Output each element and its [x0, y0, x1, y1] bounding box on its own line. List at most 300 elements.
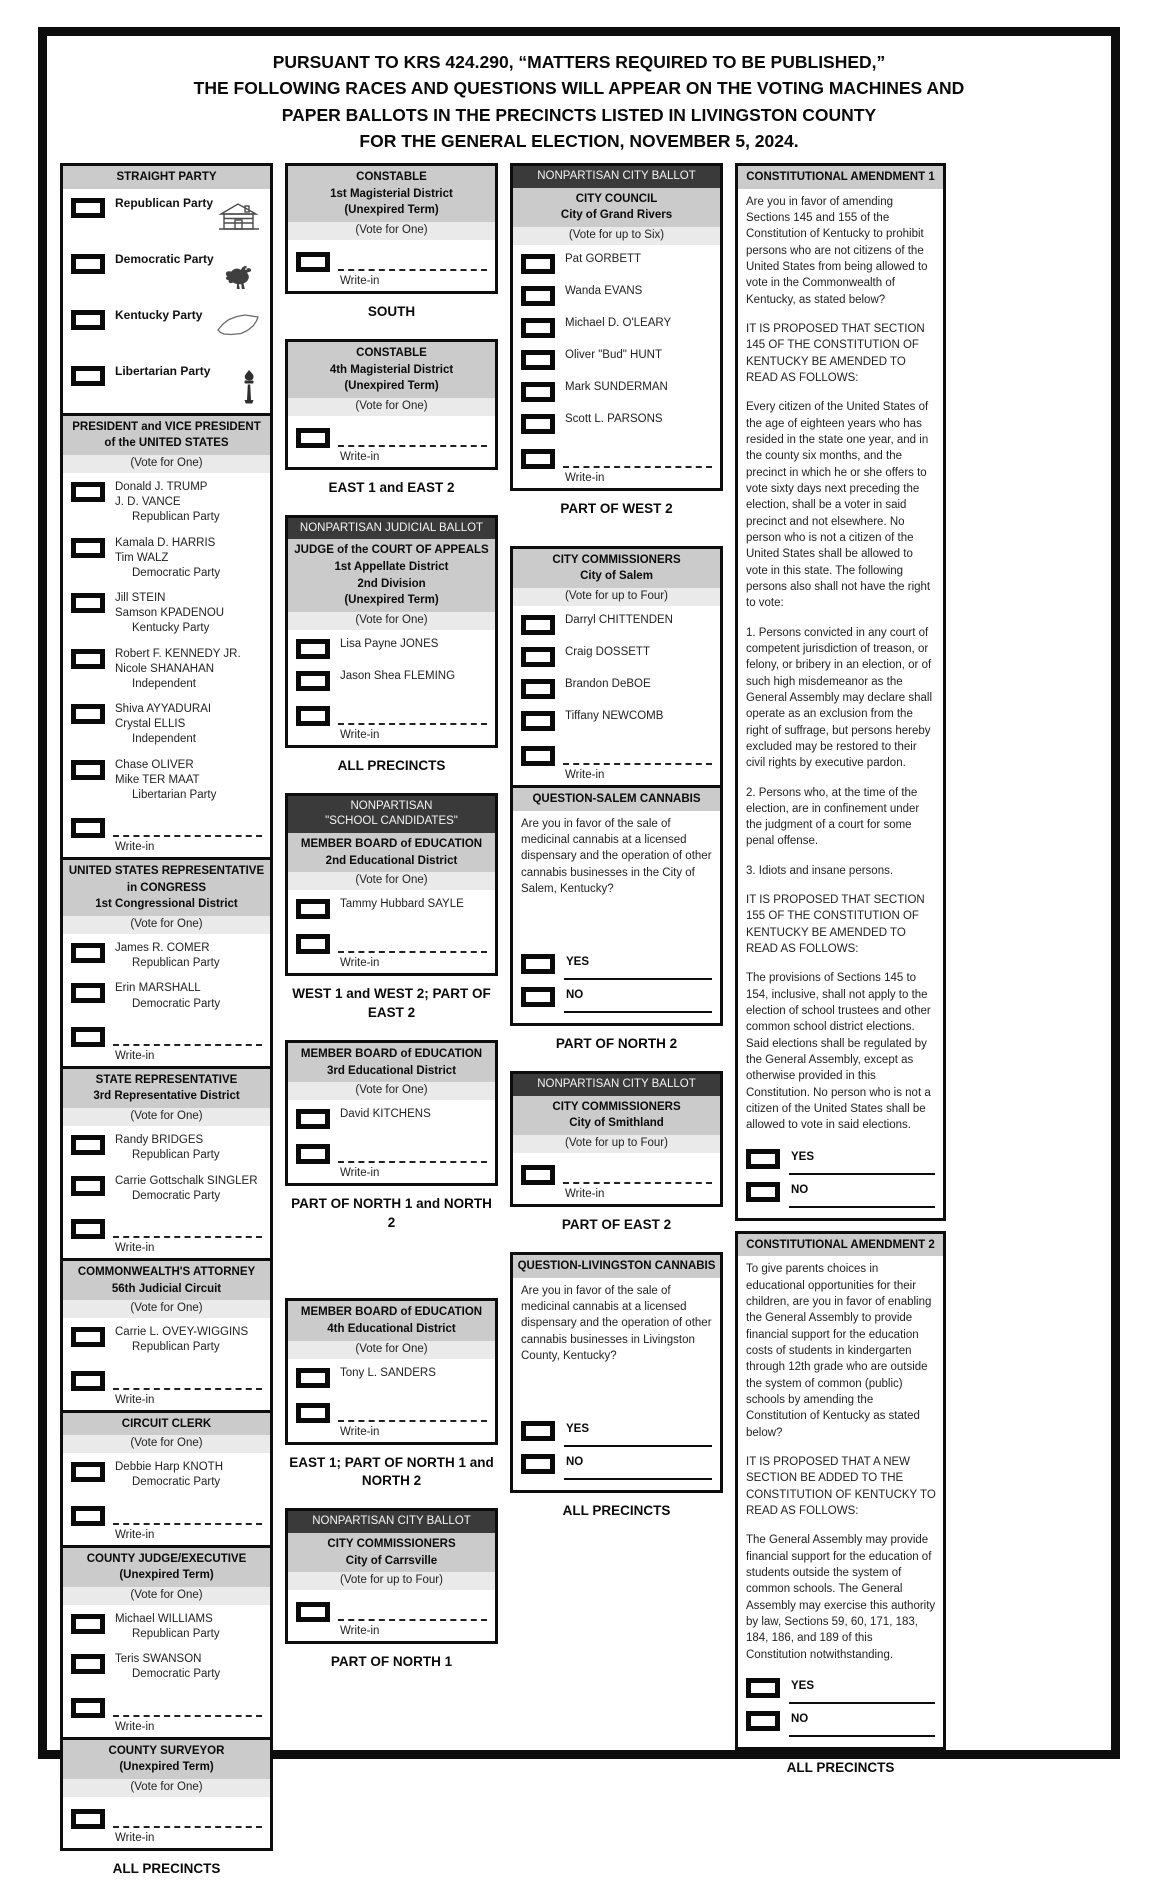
candidate-name-line: Libertarian Party: [115, 363, 211, 378]
section-title-line: PRESIDENT and VICE PRESIDENT: [72, 420, 261, 433]
ballot-checkbox[interactable]: [521, 254, 555, 274]
candidate-row: [63, 529, 270, 585]
ballot-checkbox[interactable]: [296, 428, 330, 448]
write-in-label: Write-in: [340, 729, 380, 742]
section-title: [288, 1533, 495, 1572]
candidate-row: [63, 301, 270, 357]
section-title-line: MEMBER BOARD of EDUCATION: [300, 1306, 483, 1319]
question-text: [513, 811, 720, 948]
ballot-checkbox[interactable]: [296, 1403, 330, 1423]
ballot-section: [513, 1074, 720, 1204]
ballot-checkbox[interactable]: [521, 711, 555, 731]
column-2-block-7: [285, 1508, 498, 1687]
candidate-name-line: Craig DOSSETT: [565, 646, 650, 659]
no-label: NO: [564, 987, 712, 1013]
candidate-name-line: J. D. VANCE: [115, 496, 181, 509]
ballot-checkbox[interactable]: [521, 746, 555, 766]
question-text: [738, 189, 943, 1142]
candidate-name: [565, 677, 651, 692]
no-option-row: [738, 1704, 943, 1737]
question-paragraph: Are you in favor of the sale of medicinal cannabis at a licensed dispensary and the operation of other cannabis businesses in the City of Salem, Kentucky?: [521, 817, 712, 896]
write-in-label: Write-in: [565, 1188, 605, 1201]
ballot-checkbox[interactable]: [296, 1602, 330, 1622]
precinct-footer: ALL PRECINCTS: [112, 1860, 221, 1876]
candidate-name-line: Lisa Payne JONES: [340, 638, 439, 651]
write-in-row: [71, 1371, 262, 1391]
column-1: [60, 163, 273, 1896]
write-in-label: Write-in: [115, 1049, 155, 1062]
ballot-checkbox[interactable]: [296, 1109, 330, 1129]
ballot-checkbox[interactable]: [296, 252, 330, 272]
vote-instruction: (Vote for One): [288, 1082, 495, 1100]
write-in-line[interactable]: [563, 1182, 712, 1184]
column-2-block-4: [285, 793, 498, 1038]
ballot-checkbox[interactable]: [746, 1182, 780, 1202]
candidate-name-line: Robert F. KENNEDY JR.: [115, 647, 241, 660]
ballot-checkbox[interactable]: [71, 1135, 105, 1155]
candidate-name-line: Brandon DeBOE: [565, 678, 651, 691]
section-title-line: City of Salem: [580, 570, 653, 583]
ballot-checkbox[interactable]: [71, 1371, 105, 1391]
candidate-row: [513, 405, 720, 437]
vote-instruction: (Vote for One): [288, 872, 495, 890]
yes-label: YES: [564, 954, 712, 980]
ballot-checkbox[interactable]: [746, 1711, 780, 1731]
candidate-party: Democratic Party: [132, 566, 221, 579]
question-paragraph: 1. Persons convicted in any court of competent jurisdiction of treason, or felony, or bribery in an election, or of such high misdemeanor as the General Assembly may declare shall operate as an exclusion from the right of suffrage, but persons hereby excluded may be restored to their civil rights by executive pardon.: [746, 626, 932, 770]
write-in-line[interactable]: [338, 269, 487, 271]
section-title-line: (Unexpired Term): [344, 594, 439, 607]
write-in-label: Write-in: [565, 769, 605, 782]
write-in-line[interactable]: [113, 1044, 262, 1046]
candidate-name: [115, 1325, 248, 1355]
yes-option-row: [738, 1671, 943, 1704]
ballot-checkbox[interactable]: [746, 1149, 780, 1169]
candidate-row: [63, 189, 270, 245]
ballot-checkbox[interactable]: [71, 198, 105, 218]
ballot-checkbox[interactable]: [296, 671, 330, 691]
ballot-checkbox[interactable]: [71, 818, 105, 838]
section-title-line: COUNTY SURVEYOR: [108, 1744, 225, 1757]
write-in-label: Write-in: [340, 275, 380, 288]
ballot-checkbox[interactable]: [71, 254, 105, 274]
write-in-row: [71, 818, 262, 838]
write-in-row: [521, 746, 712, 766]
column-3-block-1: [510, 163, 723, 534]
column-3-block-3: [510, 1071, 723, 1250]
write-in-line[interactable]: [338, 723, 487, 725]
ballot-checkbox[interactable]: [521, 318, 555, 338]
write-in-line[interactable]: [338, 1161, 487, 1163]
question-text: [738, 1256, 943, 1671]
yes-label: YES: [564, 1421, 712, 1447]
ballot-checkbox[interactable]: [296, 1368, 330, 1388]
write-in-line[interactable]: [113, 1523, 262, 1525]
candidate-name: [115, 1460, 223, 1490]
ballot-section: [513, 166, 720, 488]
candidate-party: Democratic Party: [132, 1189, 221, 1202]
section-title-line: COMMONWEALTH'S ATTORNEY: [77, 1265, 256, 1278]
write-in-line[interactable]: [113, 835, 262, 837]
ballot-checkbox[interactable]: [71, 1506, 105, 1526]
ballot-checkbox[interactable]: [71, 593, 105, 613]
ballot-checkbox[interactable]: [71, 704, 105, 724]
candidate-name: [115, 1174, 258, 1204]
ballot-section: [63, 1545, 270, 1737]
candidate-row: [63, 245, 270, 301]
section-title-line: 56th Judicial Circuit: [111, 1282, 222, 1295]
ballot-section: [513, 785, 720, 1013]
write-in-row: [71, 1027, 262, 1047]
precinct-footer: EAST 1 and EAST 2: [328, 479, 455, 495]
ballot-checkbox[interactable]: [71, 1462, 105, 1482]
section-title-line: (Unexpired Term): [119, 1569, 214, 1582]
ballot-checkbox[interactable]: [71, 649, 105, 669]
ballot-checkbox[interactable]: [521, 286, 555, 306]
candidate-row: [63, 695, 270, 751]
write-in-area: [288, 240, 495, 291]
candidate-name: [340, 1107, 431, 1122]
candidate-name-line: Scott L. PARSONS: [565, 412, 663, 425]
candidate-party: Independent: [132, 733, 196, 746]
candidate-row: [63, 934, 270, 974]
ballot-checkbox[interactable]: [71, 1327, 105, 1347]
ballot-section: [513, 1255, 720, 1480]
ballot-checkbox[interactable]: [521, 987, 555, 1007]
ballot-checkbox[interactable]: [71, 1654, 105, 1674]
candidate-name-line: Donald J. TRUMP: [115, 481, 208, 494]
section-title: [63, 1069, 270, 1108]
ballot-box: [510, 163, 723, 491]
section-title: [288, 1043, 495, 1082]
candidate-row: [513, 670, 720, 702]
candidate-name-line: Erin MARSHALL: [115, 982, 201, 995]
candidate-party: Republican Party: [132, 1628, 220, 1641]
question-paragraph: Every citizen of the United States of the age of eighteen years who has resided in the state one year, and in the county six months, and the precinct in which he or she offers to vote sixty days next preceding the election, shall be a voter in said precinct and not elsewhere. No person who is not a citizen of the United States shall be allowed to vote in this state. The following persons also shall not have the right to vote:: [746, 401, 931, 610]
section-title: [513, 1096, 720, 1135]
write-in-area: [63, 1686, 270, 1737]
section-title: [63, 166, 270, 189]
ballot-checkbox[interactable]: [521, 1165, 555, 1185]
notice-header: [47, 36, 1111, 154]
ballot-checkbox[interactable]: [71, 1219, 105, 1239]
section-title-line: (Unexpired Term): [344, 380, 439, 393]
ballot-checkbox[interactable]: [71, 1027, 105, 1047]
candidate-party: Libertarian Party: [132, 788, 217, 801]
section-title-line: City of Smithland: [569, 1117, 664, 1130]
write-in-line[interactable]: [113, 1826, 262, 1828]
candidate-name-line: David KITCHENS: [340, 1108, 431, 1121]
section-title: [513, 1255, 720, 1278]
candidate-row: [63, 1167, 270, 1207]
ballot-checkbox[interactable]: [296, 1144, 330, 1164]
vote-instruction: (Vote for up to Four): [513, 588, 720, 606]
section-title-line: STRAIGHT PARTY: [116, 171, 217, 183]
ballot-checkbox[interactable]: [71, 366, 105, 386]
ballot-checkbox[interactable]: [296, 639, 330, 659]
ballot-checkbox[interactable]: [71, 1176, 105, 1196]
ballot-box: [735, 1231, 946, 1750]
column-2-block-6: [285, 1298, 498, 1506]
candidate-name: [340, 1366, 436, 1381]
kentucky-state-icon: [216, 313, 260, 344]
section-title-line: CITY COMMISSIONERS: [552, 1100, 681, 1113]
vote-instruction: (Vote for up to Four): [513, 1135, 720, 1153]
candidate-name: [115, 252, 222, 268]
ballot-checkbox[interactable]: [521, 1421, 555, 1441]
candidate-name: [115, 480, 220, 526]
section-title-line: City of Carrsville: [345, 1554, 438, 1567]
ballot-checkbox[interactable]: [521, 449, 555, 469]
write-in-area: [288, 694, 495, 745]
candidate-row: [63, 1645, 270, 1685]
section-title-line: 2nd Division: [357, 577, 426, 590]
column-1-block-1: [60, 163, 273, 1894]
candidate-name: [115, 758, 216, 804]
ballot-checkbox[interactable]: [746, 1678, 780, 1698]
write-in-label: Write-in: [115, 1831, 155, 1844]
ballot-section: [288, 166, 495, 291]
ballot-type-header: [288, 1511, 495, 1533]
ballot-checkbox[interactable]: [296, 934, 330, 954]
write-in-area: [63, 1494, 270, 1545]
write-in-label: Write-in: [340, 450, 380, 463]
ballot-checkbox[interactable]: [521, 679, 555, 699]
ballot-checkbox[interactable]: [71, 943, 105, 963]
precinct-footer: PART OF NORTH 1: [330, 1654, 453, 1670]
question-paragraph: The General Assembly may provide financial support for the education of students outside the system of common schools. The General Assembly may exercise this authority by law, Sections 59, 60, 171, 183, 184, 186, and 189 of this Constitution notwithstanding.: [746, 1534, 936, 1661]
ballot-checkbox[interactable]: [521, 382, 555, 402]
section-title-line: CITY COMMISSIONERS: [552, 553, 681, 566]
ballot-box: [60, 163, 273, 1851]
write-in-area: [63, 1015, 270, 1066]
no-option-row: [513, 980, 720, 1013]
section-title-line: CITY COUNCIL: [575, 192, 658, 205]
ballot-section: [288, 796, 495, 973]
write-in-area: [63, 1797, 270, 1848]
ballot-section: [63, 1066, 270, 1258]
section-title-line: CONSTITUTIONAL AMENDMENT 1: [746, 171, 935, 183]
write-in-row: [296, 1144, 487, 1164]
ballot-checkbox[interactable]: [71, 482, 105, 502]
vote-instruction: (Vote for One): [63, 1435, 270, 1453]
yes-option-row: [513, 947, 720, 980]
write-in-label: Write-in: [115, 1720, 155, 1733]
section-title: [288, 833, 495, 872]
section-title-line: JUDGE of the COURT OF APPEALS: [294, 544, 489, 557]
ballot-checkbox[interactable]: [71, 983, 105, 1003]
ballot-checkbox[interactable]: [71, 760, 105, 780]
candidate-name: [565, 613, 673, 628]
candidate-row: [63, 1126, 270, 1166]
ballot-section: [63, 166, 270, 413]
ballot-section: [288, 1043, 495, 1183]
section-title-line: City of Grand Rivers: [560, 209, 673, 222]
write-in-line[interactable]: [563, 763, 712, 765]
candidate-party: Independent: [132, 677, 196, 690]
ballot-box: [510, 1071, 723, 1207]
candidate-name: [115, 364, 238, 380]
question-paragraph: Are you in favor of the sale of medicinal cannabis at a licensed dispensary and the operation of other cannabis businesses in Livingston County, Kentucky?: [521, 1284, 712, 1363]
write-in-row: [521, 449, 712, 469]
ballot-box: [510, 546, 723, 1027]
section-title: [288, 342, 495, 398]
ballot-box: [285, 163, 498, 294]
ballot-checkbox[interactable]: [521, 615, 555, 635]
precinct-footer: WEST 1 and WEST 2; PART OF EAST 2: [292, 986, 491, 1021]
question-paragraph: 3. Idiots and insane persons.: [746, 864, 894, 877]
section-title-line: 3rd Representative District: [93, 1090, 240, 1103]
write-in-line[interactable]: [563, 466, 712, 468]
write-in-line[interactable]: [338, 1619, 487, 1621]
write-in-row: [71, 1219, 262, 1239]
ballot-checkbox[interactable]: [521, 350, 555, 370]
section-title-line: 4th Educational District: [327, 1322, 456, 1335]
candidate-party: Republican Party: [132, 511, 220, 524]
candidate-row: [288, 630, 495, 662]
ballot-checkbox[interactable]: [71, 1698, 105, 1718]
ballot-checkbox[interactable]: [521, 954, 555, 974]
column-2-block-5: [285, 1040, 498, 1248]
section-title-line: STATE REPRESENTATIVE: [95, 1073, 238, 1086]
ballot-section: [738, 1234, 943, 1737]
question-text: [513, 1278, 720, 1415]
vote-instruction: (Vote for One): [288, 398, 495, 416]
ballot-columns: [47, 163, 1111, 1896]
ballot-box: [735, 163, 946, 1221]
notice-sheet: [38, 27, 1120, 1876]
section-title: [513, 549, 720, 588]
vote-instruction: (Vote for One): [63, 1779, 270, 1797]
candidate-name: [565, 284, 642, 299]
write-in-line[interactable]: [338, 951, 487, 953]
candidate-name: [340, 669, 455, 684]
precinct-footer: PART OF WEST 2: [560, 500, 673, 516]
candidate-name-line: Democratic Party: [115, 251, 214, 266]
write-in-row: [296, 1602, 487, 1622]
write-in-area: [288, 1132, 495, 1183]
ballot-section: [513, 549, 720, 785]
candidate-name-line: Darryl CHITTENDEN: [565, 614, 673, 627]
ballot-checkbox[interactable]: [71, 1614, 105, 1634]
write-in-row: [521, 1165, 712, 1185]
section-title: [738, 1234, 943, 1257]
candidate-row: [63, 640, 270, 696]
candidate-name-line: Jason Shea FLEMING: [340, 670, 456, 683]
section-title-line: 1st Congressional District: [95, 898, 238, 911]
ballot-type-header-line: NONPARTISAN CITY BALLOT: [537, 1078, 696, 1091]
ballot-checkbox[interactable]: [521, 647, 555, 667]
section-title-line: CONSTABLE: [356, 171, 427, 183]
yes-option-row: [513, 1414, 720, 1447]
section-title-line: COUNTY JUDGE/EXECUTIVE: [86, 1552, 247, 1565]
candidate-party: Republican Party: [132, 1341, 220, 1354]
candidate-name-line: James R. COMER: [115, 942, 210, 955]
ballot-checkbox[interactable]: [71, 1809, 105, 1829]
notice-header-line: FOR THE GENERAL ELECTION, NOVEMBER 5, 2024.: [359, 130, 799, 151]
write-in-label: Write-in: [340, 1625, 380, 1638]
candidate-name-line: Tammy Hubbard SAYLE: [340, 898, 464, 911]
ballot-type-header: [513, 166, 720, 188]
section-title-line: QUESTION-LIVINGSTON CANNABIS: [517, 1260, 716, 1273]
candidate-name: [565, 252, 641, 267]
write-in-line[interactable]: [113, 1388, 262, 1390]
ballot-box: [285, 793, 498, 976]
candidate-name-line: Pat GORBETT: [565, 252, 642, 265]
write-in-line[interactable]: [113, 1236, 262, 1238]
vote-instruction: (Vote for One): [63, 1108, 270, 1126]
vote-instruction: (Vote for One): [288, 222, 495, 240]
liberty-torch-icon: [238, 369, 260, 410]
write-in-row: [296, 934, 487, 954]
write-in-row: [296, 706, 487, 726]
column-4: [735, 163, 946, 1795]
vote-instruction: (Vote for One): [63, 1300, 270, 1318]
no-label: NO: [564, 1454, 712, 1480]
write-in-area: [513, 1153, 720, 1204]
candidate-party: Republican Party: [132, 957, 220, 970]
precinct-footer: ALL PRECINCTS: [786, 1759, 895, 1775]
ballot-checkbox[interactable]: [71, 310, 105, 330]
vote-instruction: (Vote for One): [288, 612, 495, 630]
column-4-block-2: [735, 1231, 946, 1793]
yes-option-row: [738, 1142, 943, 1175]
candidate-name-line: Kentucky Party: [115, 307, 203, 322]
write-in-line[interactable]: [338, 1420, 487, 1422]
candidate-name-line: Tim WALZ: [115, 551, 169, 564]
vote-instruction: (Vote for One): [63, 916, 270, 934]
write-in-line[interactable]: [113, 1715, 262, 1717]
ballot-box: [285, 1040, 498, 1186]
write-in-row: [296, 252, 487, 272]
ballot-checkbox[interactable]: [296, 899, 330, 919]
candidate-name-line: Chase OLIVER: [115, 758, 194, 771]
candidate-row: [63, 1605, 270, 1645]
write-in-line[interactable]: [338, 445, 487, 447]
column-2-block-1: [285, 163, 498, 337]
no-option-row: [738, 1175, 943, 1208]
section-title-line: (Unexpired Term): [344, 204, 439, 217]
write-in-label: Write-in: [115, 841, 155, 854]
ballot-section: [288, 342, 495, 467]
ballot-checkbox[interactable]: [296, 706, 330, 726]
vote-instruction: (Vote for One): [288, 1341, 495, 1359]
candidate-party: Democratic Party: [132, 1668, 221, 1681]
precinct-footer: PART OF NORTH 1 and NORTH 2: [291, 1196, 492, 1231]
candidate-name-line: Debbie Harp KNOTH: [115, 1461, 224, 1474]
question-paragraph: To give parents choices in educational opportunities for their children, are you in favor of enabling the General Assembly to provide financial support for the education costs of students in kindergarten through 12th grade who are outside the system of common (public) schools by amending the Constitution of Kentucky as stated below?: [746, 1263, 932, 1439]
candidate-name: [115, 1133, 220, 1163]
write-in-area: [288, 416, 495, 467]
question-paragraph: 2. Persons who, at the time of the election, are in confinement under the judgment of a court for some penal offense.: [746, 786, 920, 848]
section-title-line: 2nd Educational District: [325, 854, 458, 867]
column-3-block-2: [510, 546, 723, 1070]
candidate-name-line: Randy BRIDGES: [115, 1134, 204, 1147]
ballot-checkbox[interactable]: [71, 538, 105, 558]
vote-instruction: (Vote for One): [63, 1587, 270, 1605]
candidate-name: [115, 591, 224, 637]
candidate-name: [115, 702, 211, 748]
ballot-section: [63, 1737, 270, 1848]
ballot-type-header: [288, 796, 495, 833]
candidate-row: [63, 584, 270, 640]
ballot-checkbox[interactable]: [521, 414, 555, 434]
section-title-line: CONSTITUTIONAL AMENDMENT 2: [746, 1238, 935, 1251]
section-title: [63, 1261, 270, 1300]
candidate-name-line: Carrie Gottschalk SINGLER: [115, 1174, 258, 1187]
ballot-checkbox[interactable]: [521, 1454, 555, 1474]
vote-instruction: (Vote for One): [63, 455, 270, 473]
